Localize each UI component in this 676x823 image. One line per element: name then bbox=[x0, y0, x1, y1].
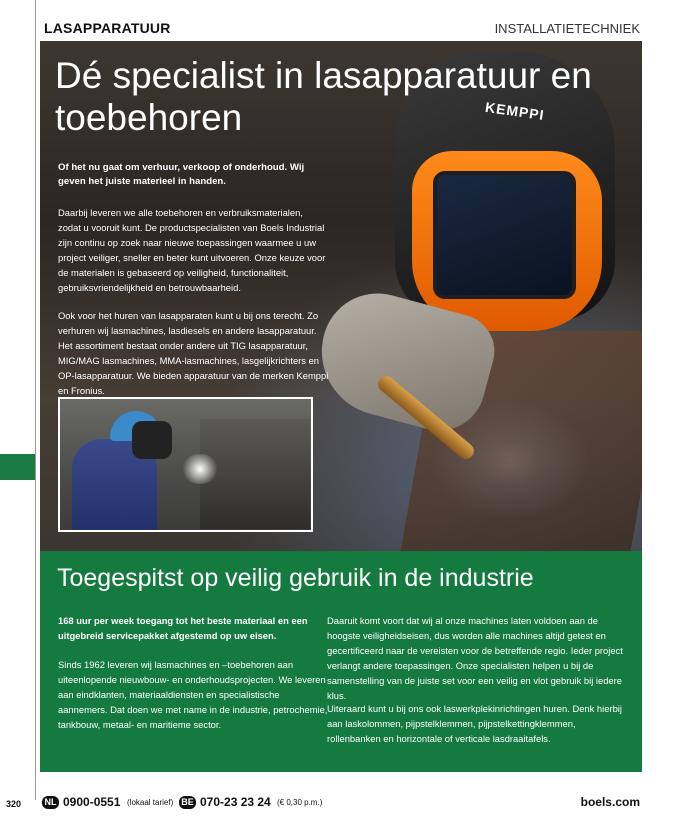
hero-paragraph-1: Daarbij leveren we alle toebehoren en verbruiksmaterialen, zodat u vooruit kunt. De productspecialisten van Boels Industrial zijn continu op zoek naar nieuwe toepassingen waarmee u uw project veiliger, sneller en beter kunt uitvoeren. Onze keuze voor de materialen is gebaseerd op veiligheid, functionaliteit, gebruiksvriendelijkheid en betrouwbaarheid. bbox=[58, 207, 326, 293]
helmet-brand-logo: KEMPPI bbox=[484, 98, 546, 124]
inset-welding-mask bbox=[132, 421, 172, 459]
category-title: INSTALLATIETECHNIEK bbox=[494, 21, 640, 36]
be-phone-number[interactable]: 070-23 23 24 bbox=[200, 795, 271, 809]
safety-lead: 168 uur per week toegang tot het beste materiaal en een uitgebreid servicepakket afgestemd op uw eisen. bbox=[58, 615, 308, 641]
be-rate-note: (€ 0,30 p.m.) bbox=[277, 798, 323, 807]
website-link[interactable]: boels.com bbox=[580, 795, 640, 809]
hero-lead: Of het nu gaat om verhuur, verkoop of onderhoud. Wij geven het juiste materieel in handen. bbox=[58, 162, 305, 187]
nl-rate-note: (lokaal tarief) bbox=[127, 798, 174, 807]
safety-left-body: Sinds 1962 leveren wij lasmachines en –toebehoren aan uiteenlopende nieuwbouw- en onderhoudsprojecten. We leveren aan eindklanten, materiaaldiensten en specialistische aannemers. Dat doen we met name in de industrie, petrochemie, tankbouw, metaal- en maritieme sector. bbox=[58, 659, 328, 730]
section-title: LASAPPARATUUR bbox=[44, 20, 171, 36]
safety-right-body-1: Daaruit komt voort dat wij al onze machines laten voldoen aan de hoogste veiligheidseisen, dus worden alle machines altijd getest en gecertificeerd naar de vereisten voor de betreffende regio. Ieder project verlangt andere toepassingen. Onze specialisten helpen u bij de samenstelling van de juiste set voor een veilig en vlot gebruik bij iedere klus. bbox=[327, 615, 623, 701]
nl-country-badge: NL bbox=[42, 796, 59, 809]
page-number: 320 bbox=[6, 799, 22, 809]
nl-phone-number[interactable]: 0900-0551 bbox=[63, 795, 121, 809]
safety-section bbox=[40, 551, 642, 772]
hero-image-block bbox=[40, 41, 642, 551]
page-footer bbox=[0, 795, 676, 815]
safety-right-body-2: Uiteraard kunt u bij ons ook laswerkplekinrichtingen huren. Denk hierbij aan laskolommen, pijpstelklemmen, pijpstelkettingklemmen, rollenbanken en horizontale of verticale lasdraaitafels. bbox=[327, 703, 622, 744]
section-tab-marker bbox=[0, 454, 35, 480]
inset-weld-spark bbox=[180, 454, 220, 484]
be-country-badge: BE bbox=[179, 796, 196, 809]
inset-photo-welder bbox=[58, 397, 313, 532]
page-margin-line bbox=[35, 0, 36, 800]
hero-title: Dé specialist in lasapparatuur en toebehoren bbox=[55, 55, 592, 138]
safety-title: Toegespitst op veilig gebruik in de industrie bbox=[57, 564, 534, 592]
hero-paragraph-2: Ook voor het huren van lasapparaten kunt u bij ons terecht. Zo verhuren wij lasmachines, lasdiesels en andere lasapparatuur. Het assortiment bestaat onder andere uit TIG lasapparatuur, MIG/MAG lasmachines, MMA-lasmachines, lasgelijkrichters en OP-lasapparatuur. We bieden apparatuur van de merken Kemppi en Fronius. bbox=[58, 310, 329, 396]
helmet-visor bbox=[433, 171, 576, 299]
